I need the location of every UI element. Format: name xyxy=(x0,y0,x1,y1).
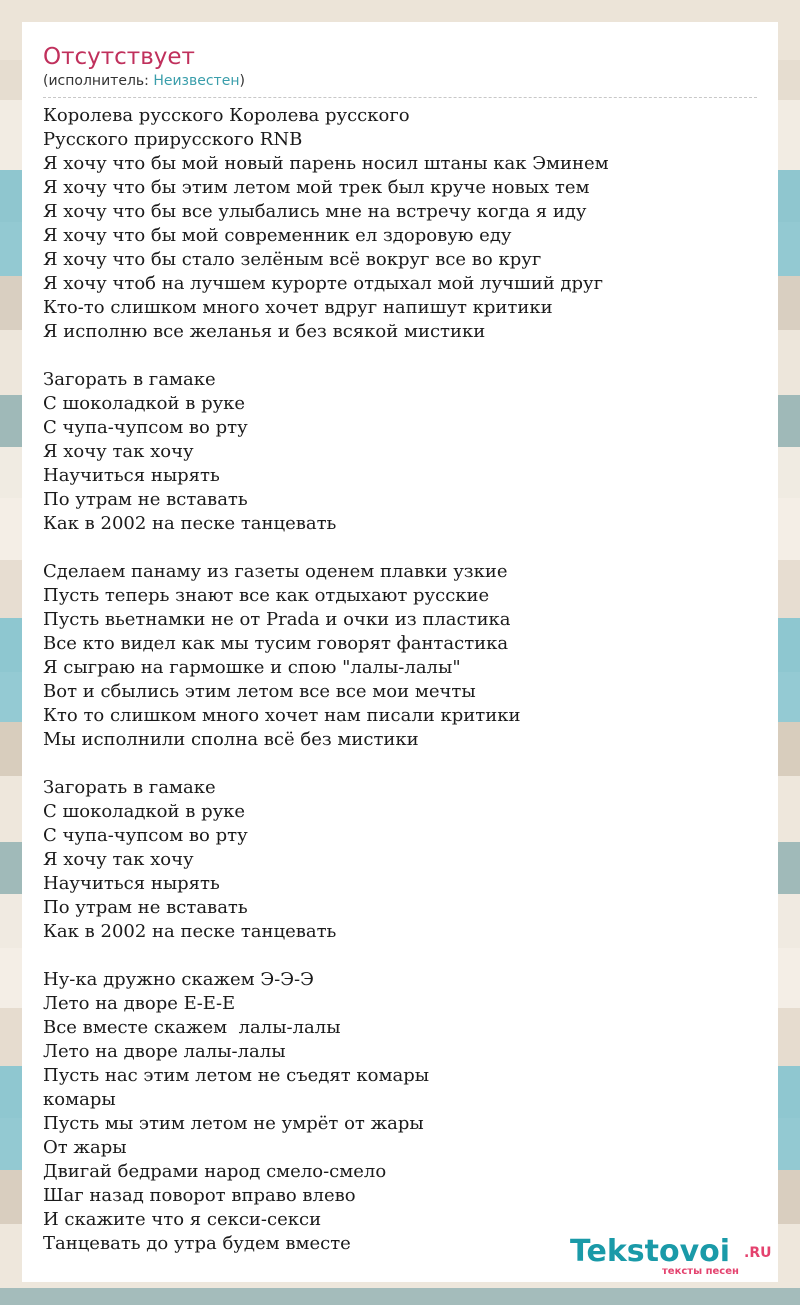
lyric-line: Кто то слишком много хочет нам писали критики xyxy=(43,705,521,726)
lyric-line: С чупа-чупсом во рту xyxy=(43,417,248,438)
lyric-line: По утрам не вставать xyxy=(43,897,248,918)
lyric-line: Русского прирусского RNB xyxy=(43,129,303,150)
lyric-line: Я хочу что бы этим летом мой трек был круче новых тем xyxy=(43,177,590,198)
lyric-line: комары xyxy=(43,1089,116,1110)
lyric-line: По утрам не вставать xyxy=(43,489,248,510)
lyric-line: Лето на дворе лалы-лалы xyxy=(43,1041,286,1062)
lyric-line: Ну-ка дружно скажем Э-Э-Э xyxy=(43,969,314,990)
lyric-line: С шоколадкой в руке xyxy=(43,801,246,822)
artist-suffix: ) xyxy=(239,73,245,89)
lyric-line: Я хочу чтоб на лучшем курорте отдыхал мой лучший друг xyxy=(43,273,604,294)
lyric-line: Пусть мы этим летом не умрёт от жары xyxy=(43,1113,424,1134)
lyric-line: Пусть вьетнамки не от Prada и очки из пластика xyxy=(43,609,511,630)
lyric-line: Я хочу что бы все улыбались мне на встречу когда я иду xyxy=(43,201,587,222)
lyric-line: Пусть нас этим летом не съедят комары xyxy=(43,1065,430,1086)
lyric-line: Я исполню все желанья и без всякой мистики xyxy=(43,321,486,342)
lyric-line: Как в 2002 на песке танцевать xyxy=(43,921,337,942)
lyric-line: Я хочу что бы мой современник ел здоровую еду xyxy=(43,225,512,246)
lyrics-text xyxy=(43,104,757,1256)
lyric-line: Шаг назад поворот вправо влево xyxy=(43,1185,356,1206)
artist-prefix: (исполнитель: xyxy=(43,73,154,89)
lyric-line: Королева русского Королева русского xyxy=(43,105,410,126)
lyric-line: Научиться нырять xyxy=(43,465,220,486)
lyric-line: Танцевать до утра будем вместе xyxy=(43,1233,351,1254)
title-divider xyxy=(43,97,757,98)
lyric-line: Все вместе скажем лалы-лалы xyxy=(43,1017,341,1038)
lyric-line: Все кто видел как мы тусим говорят фантастика xyxy=(43,633,509,654)
lyric-blank-line xyxy=(43,944,757,968)
lyric-line: Сделаем панаму из газеты оденем плавки узкие xyxy=(43,561,508,582)
lyric-line: Вот и сбылись этим летом все все мои мечты xyxy=(43,681,476,702)
lyric-blank-line xyxy=(43,536,757,560)
artist-link[interactable]: Неизвестен xyxy=(153,73,240,89)
lyric-blank-line xyxy=(43,344,757,368)
lyric-line: Загорать в гамаке xyxy=(43,777,216,798)
lyric-line: С шоколадкой в руке xyxy=(43,393,246,414)
lyric-line: Мы исполнили сполна всё без мистики xyxy=(43,729,419,750)
lyric-line: Научиться нырять xyxy=(43,873,220,894)
lyric-line: Как в 2002 на песке танцевать xyxy=(43,513,337,534)
lyric-line: Я хочу так хочу xyxy=(43,441,194,462)
song-title: Отсутствует xyxy=(43,44,195,70)
lyric-line: Я хочу что бы мой новый парень носил штаны как Эминем xyxy=(43,153,609,174)
lyric-line: Пусть теперь знают все как отдыхают русские xyxy=(43,585,490,606)
lyrics-card xyxy=(22,22,778,1282)
lyric-line: И скажите что я секси-секси xyxy=(43,1209,322,1230)
lyric-line: Я хочу что бы стало зелёным всё вокруг все во круг xyxy=(43,249,542,270)
lyric-line: Загорать в гамаке xyxy=(43,369,216,390)
logo-name: Tekstovoi xyxy=(570,1234,731,1269)
site-logo[interactable] xyxy=(570,1234,770,1280)
logo-tld: .RU xyxy=(744,1245,772,1261)
lyric-line: Лето на дворе Е-Е-Е xyxy=(43,993,236,1014)
lyric-line: Я хочу так хочу xyxy=(43,849,194,870)
lyric-line: Я сыграю на гармошке и спою "лалы-лалы" xyxy=(43,657,461,678)
lyric-line: С чупа-чупсом во рту xyxy=(43,825,248,846)
lyric-line: Двигай бедрами народ смело-смело xyxy=(43,1161,387,1182)
lyric-line: Кто-то слишком много хочет вдруг напишут критики xyxy=(43,297,553,318)
lyric-blank-line xyxy=(43,752,757,776)
artist-line xyxy=(43,72,757,90)
logo-tagline: тексты песен xyxy=(662,1266,739,1277)
lyric-line: От жары xyxy=(43,1137,127,1158)
